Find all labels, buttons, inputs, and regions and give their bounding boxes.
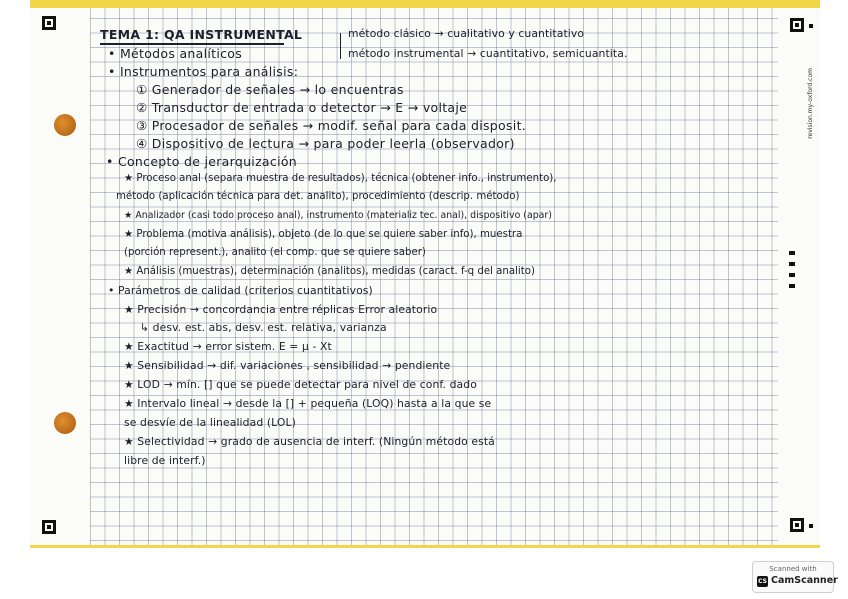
title-underline xyxy=(100,43,284,45)
side-url: revision.my-oxford.com xyxy=(807,68,814,139)
corner-dot-top-right-icon xyxy=(809,24,813,28)
notes-line: • Parámetros de calidad (criterios cuantitativos) xyxy=(108,284,373,297)
notes-line: ① Generador de señales → lo encuentras xyxy=(136,82,404,97)
binder-hole-top-icon xyxy=(54,114,76,136)
notes-line: ★ Selectividad → grado de ausencia de interf. (Ningún método está xyxy=(124,435,495,448)
corner-mark-bottom-right-icon xyxy=(790,518,804,532)
scanner-caption: Scanned with xyxy=(769,565,817,573)
notes-line: (porción represent.), analito (el comp. que se quiere saber) xyxy=(124,247,426,258)
notes-line: ★ Intervalo lineal → desde la [] + pequeña (LOQ) hasta a la que se xyxy=(124,397,492,410)
corner-dot-bottom-right-icon xyxy=(809,524,813,528)
sheet-top-band xyxy=(30,0,820,8)
corner-mark-top-right-icon xyxy=(790,18,804,32)
dash-mark-icon xyxy=(789,273,795,277)
dash-mark-icon xyxy=(789,284,795,288)
notes-line: ★ Problema (motiva análisis), objeto (de lo que se quiere saber info), muestra xyxy=(124,229,523,240)
notes-line: ★ Proceso anal (separa muestra de resultados), técnica (obtener info., instrumento), xyxy=(124,173,557,184)
dash-mark-icon xyxy=(789,262,795,266)
notes-line: ③ Procesador de señales → modif. señal para cada disposit. xyxy=(136,118,527,133)
notes-line: ★ Exactitud → error sistem. E = μ - Xt xyxy=(124,340,332,353)
notes-line: • Concepto de jerarquización xyxy=(106,154,298,169)
notes-line: ↳ desv. est. abs, desv. est. relativa, varianza xyxy=(140,321,387,334)
notes-line: ④ Dispositivo de lectura → para poder leerla (observador) xyxy=(136,136,515,151)
left-margin xyxy=(30,8,90,545)
corner-mark-top-left-icon xyxy=(42,16,56,30)
notes-line: se desvíe de la linealidad (LOL) xyxy=(124,416,296,429)
notes-line: ★ Análisis (muestras), determinación (analitos), medidas (caract. f-q del analito) xyxy=(124,266,535,277)
notes-line: ★ Analizador (casi todo proceso anal), instrumento (materializ tec. anal), dispositivo (apar) xyxy=(124,210,552,221)
notes-line: método instrumental → cuantitativo, semicuantita. xyxy=(348,47,628,60)
camscanner-logo-icon: CS xyxy=(758,578,767,585)
camscanner-badge xyxy=(752,561,838,593)
notes-title: TEMA 1: QA INSTRUMENTAL xyxy=(100,27,303,42)
notes-line: • Instrumentos para análisis: xyxy=(108,64,299,79)
notes-line: libre de interf.) xyxy=(124,454,206,467)
notes-line: método clásico → cualitativo y cuantitativo xyxy=(348,27,585,40)
notes-line: ② Transductor de entrada o detector → E → voltaje xyxy=(136,100,468,115)
scanner-name: CamScanner xyxy=(771,575,838,586)
corner-mark-bottom-left-icon xyxy=(42,520,56,534)
notes-line: ★ Sensibilidad → dif. variaciones , sensibilidad → pendiente xyxy=(124,359,451,372)
notes-line: ★ Precisión → concordancia entre réplicas Error aleatorio xyxy=(124,303,438,316)
dash-mark-icon xyxy=(789,251,795,255)
notes-line: • Métodos analíticos xyxy=(108,46,243,61)
binder-hole-bottom-icon xyxy=(54,412,76,434)
notes-line: método (aplicación técnica para det. analito), procedimiento (descrip. método) xyxy=(116,191,520,202)
notes-line: ★ LOD → mín. [] que se puede detectar para nivel de conf. dado xyxy=(124,378,477,391)
